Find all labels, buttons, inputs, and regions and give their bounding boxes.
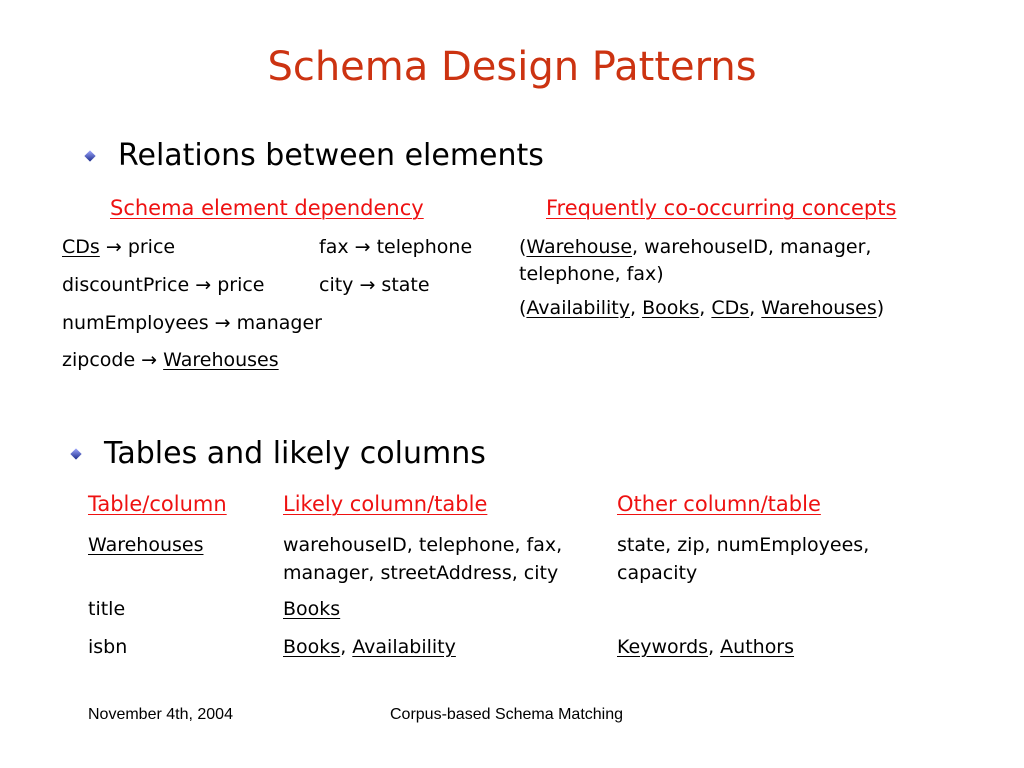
link-books[interactable]: Books — [283, 636, 341, 658]
link-availability[interactable]: Availability — [526, 297, 630, 319]
table-header-1: Table/column — [88, 492, 227, 516]
link-availability[interactable]: Availability — [352, 636, 456, 658]
bullet-relations — [86, 138, 544, 173]
paren: ) — [876, 297, 885, 319]
sep: , — [708, 636, 721, 658]
dependency-header: Schema element dependency — [110, 196, 424, 220]
sep: , — [699, 297, 712, 319]
sep: , — [749, 297, 762, 319]
sep: , — [340, 636, 353, 658]
dep-text: zipcode → — [62, 349, 158, 371]
diamond-bullet-icon — [84, 150, 95, 161]
link-warehouse[interactable]: Warehouse — [526, 236, 633, 258]
link-warehouses[interactable]: Warehouses — [163, 349, 279, 371]
table-cell — [617, 634, 794, 660]
link-cds[interactable]: CDs — [62, 236, 100, 258]
table-cell: manager, streetAddress, city — [283, 562, 559, 584]
table-cell: title — [88, 598, 126, 620]
table-cell: state, zip, numEmployees, — [617, 534, 870, 556]
arrow: → — [105, 236, 122, 258]
table-header-2: Likely column/table — [283, 492, 488, 516]
cooc-text: , warehouseID, manager, — [632, 236, 872, 258]
table-cell: capacity — [617, 562, 698, 584]
link-warehouses[interactable]: Warehouses — [88, 534, 204, 556]
paren: ( — [519, 236, 527, 258]
link-authors[interactable]: Authors — [720, 636, 795, 658]
footer-title: Corpus-based Schema Matching — [390, 706, 624, 723]
table-header-3: Other column/table — [617, 492, 821, 516]
dep-row-4-left — [62, 347, 279, 373]
table-cell: isbn — [88, 636, 128, 658]
sep: , — [630, 297, 643, 319]
dep-row-3-left: numEmployees → manager — [62, 312, 322, 334]
paren: ( — [519, 297, 527, 319]
cooc-line-2: telephone, fax) — [519, 263, 664, 285]
bullet-tables — [72, 436, 486, 471]
dep-row-2-right: city → state — [319, 274, 430, 296]
link-books[interactable]: Books — [283, 598, 341, 620]
diamond-bullet-icon — [70, 448, 81, 459]
cooc-line-1 — [519, 234, 871, 260]
dep-row-1-left — [62, 234, 175, 260]
link-cds[interactable]: CDs — [711, 297, 750, 319]
table-cell — [283, 634, 456, 660]
dep-row-2-left: discountPrice → price — [62, 274, 265, 296]
link-warehouses[interactable]: Warehouses — [761, 297, 877, 319]
cooccurring-header: Frequently co-occurring concepts — [546, 196, 897, 220]
link-books[interactable]: Books — [642, 297, 700, 319]
link-keywords[interactable]: Keywords — [617, 636, 709, 658]
dep-row-1-right: fax → telephone — [319, 236, 473, 258]
cooc-line-3 — [519, 295, 884, 321]
dep-text: price — [127, 236, 176, 258]
bullet-text: Relations between elements — [118, 138, 544, 173]
slide-title: Schema Design Patterns — [267, 44, 757, 90]
footer-date: November 4th, 2004 — [88, 706, 233, 723]
table-cell: warehouseID, telephone, fax, — [283, 534, 563, 556]
bullet-text: Tables and likely columns — [104, 436, 486, 471]
